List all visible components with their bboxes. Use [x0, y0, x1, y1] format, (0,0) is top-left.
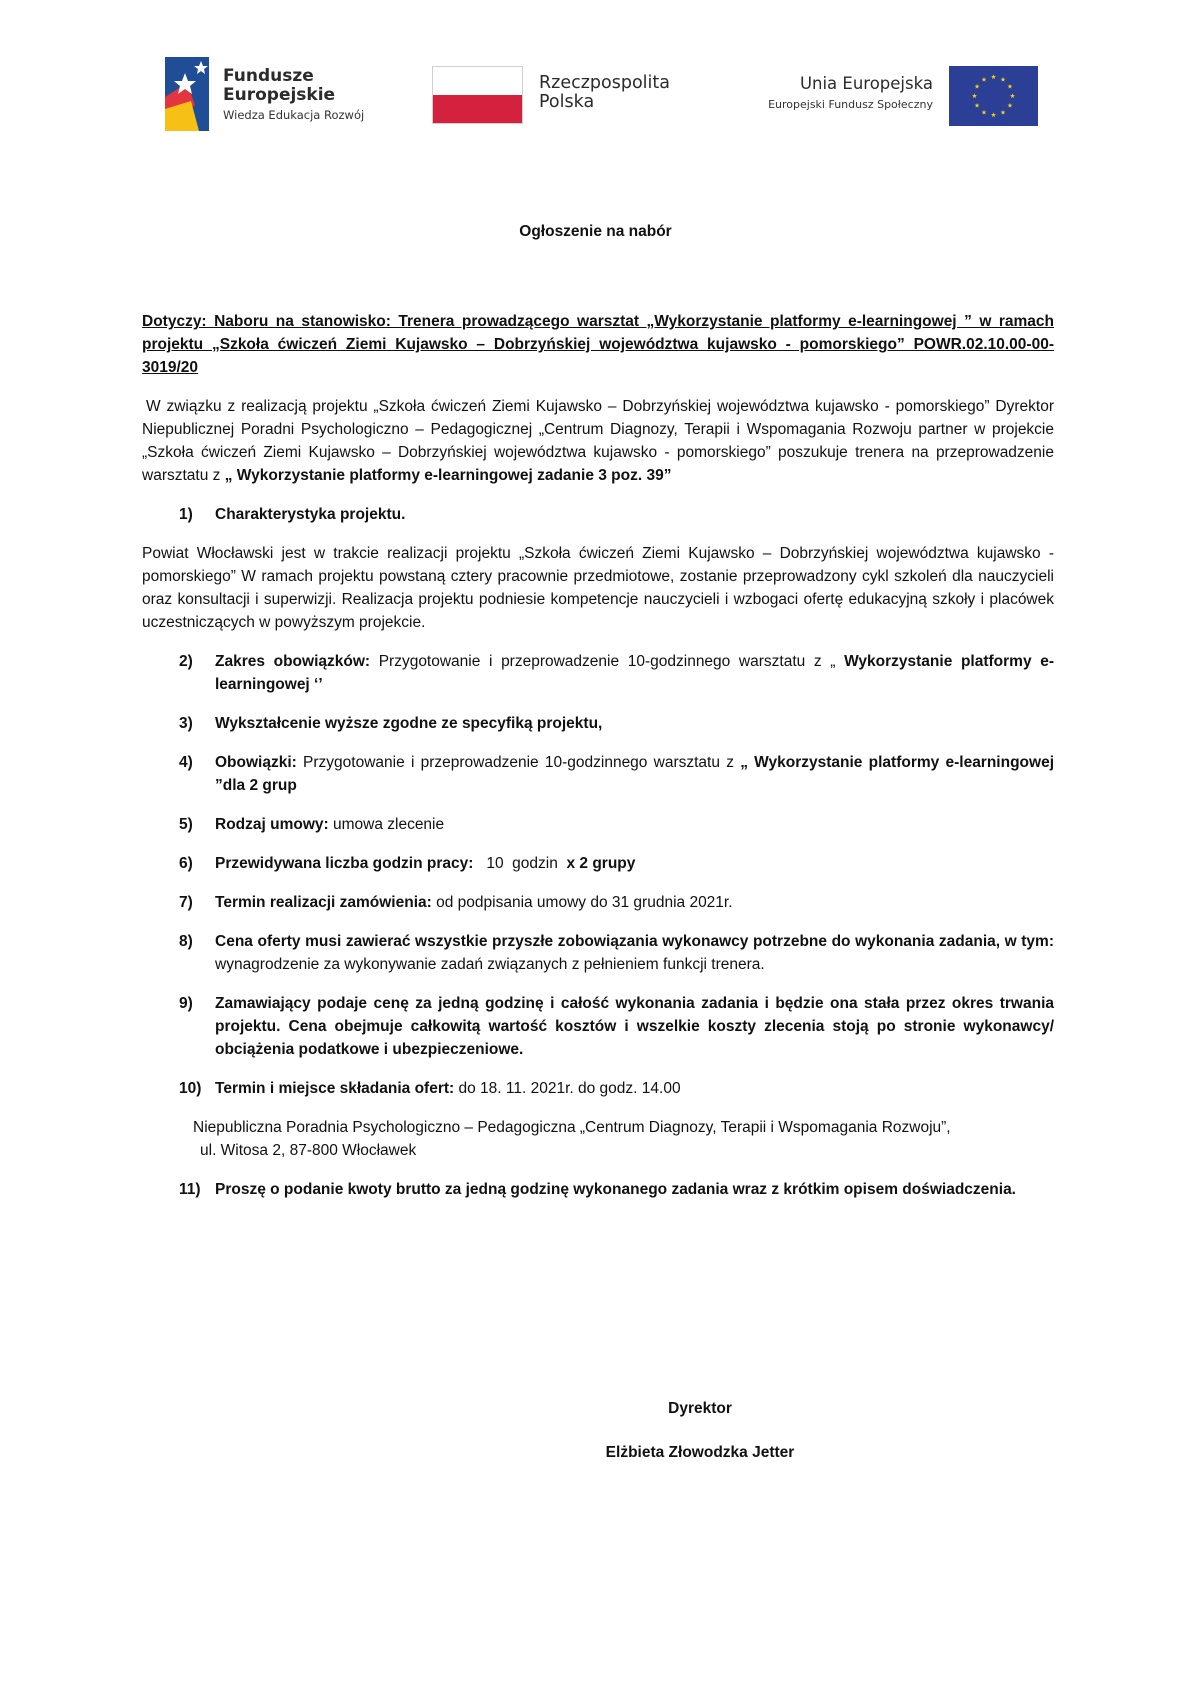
address-line1: Niepubliczna Poradnia Psychologiczno – Pedagogiczna „Centrum Diagnozy, Terapii i Wspomagania Rozwoju”,	[193, 1119, 951, 1136]
signature-role: Dyrektor	[668, 1400, 732, 1417]
signature-name: Elżbieta Złowodzka Jetter	[605, 1444, 795, 1461]
item-bold-text: Wykorzystanie platformy e-learningowej ‘’	[215, 653, 1054, 693]
list-item-11	[142, 1178, 1054, 1201]
item-number: 3)	[179, 715, 193, 732]
item-heading: Przewidywana liczba godzin pracy:	[215, 855, 474, 872]
eu-flag-icon	[949, 66, 1038, 126]
item-number: 6)	[179, 855, 193, 872]
item-text: wynagrodzenie za wykonywanie zadań związanych z pełnieniem funkcji trenera.	[215, 956, 765, 973]
rp-line2: Polska	[539, 92, 595, 112]
item-number: 8)	[179, 933, 193, 950]
rzeczpospolita-polska-logo	[432, 66, 702, 126]
subject-line: Dotyczy: Naboru na stanowisko: Trenera prowadzącego warsztat „Wykorzystanie platformy e-learningowej ” w ramach projektu „Szkoła ćwiczeń Ziemi Kujawsko – Dobrzyńskiej województwa kujawsko - pomorskiego” POWR.02.10.00-00-3019/20	[142, 313, 1054, 376]
ue-line1: Unia Europejska	[799, 74, 933, 93]
item-text: umowa zlecenie	[328, 816, 445, 833]
polish-flag-icon	[432, 66, 523, 124]
intro-paragraph	[142, 395, 1054, 487]
item-heading: Rodzaj umowy:	[215, 816, 329, 833]
document-title: Ogłoszenie na nabór	[519, 223, 672, 240]
fe-line2: Europejskie	[223, 85, 336, 105]
item-bold-text: „ Wykorzystanie platformy e-learningowej ”dla 2 grup	[215, 754, 1055, 794]
fundusze-europejskie-logo	[165, 55, 395, 135]
fe-line3: Wiedza Edukacja Rozwój	[223, 108, 365, 122]
item-heading: Zamawiający podaje cenę za jedną godzinę i całość wykonania zadania i będzie ona stała przez okres trwania projektu. Cena obejmuje całkowitą wartość kosztów i wszelkie koszty zlecenia stoją po stronie wykonawcy/ obciążenia podatkowe i ubezpieczeniowe.	[215, 995, 1054, 1058]
project-description: Powiat Włocławski jest w trakcie realizacji projektu „Szkoła ćwiczeń Ziemi Kujawsko – Dobrzyńskiej województwa kujawsko - pomorskiego” W ramach projektu powstaną cztery pracownie przedmiotowe, zostanie przeprowadzony cykl szkoleń dla nauczycieli oraz konsultacji i superwizji. Realizacja projektu podniesie kompetencje nauczycieli i wzbogaci ofertę edukacyjną szkoły i placówek uczestniczących w powyższym projekcie.	[142, 545, 1054, 631]
list-item-1	[142, 503, 1054, 526]
list-item-6	[142, 852, 1054, 875]
list-item-3	[142, 712, 1054, 735]
item-number: 11)	[179, 1181, 201, 1198]
rp-line1: Rzeczpospolita	[539, 73, 670, 93]
item-heading: Cena oferty musi zawierać wszystkie przyszłe zobowiązania wykonawcy potrzebne do wykonania zadania, w tym:	[215, 933, 1054, 950]
item-number: 7)	[179, 894, 193, 911]
item-text: 10 godzin	[473, 855, 567, 872]
signature-block	[560, 1397, 840, 1464]
unia-europejska-logo	[738, 66, 1038, 126]
item-heading: Proszę o podanie kwoty brutto za jedną godzinę wykonanego zadania wraz z krótkim opisem doświadczenia.	[215, 1181, 1016, 1198]
item-heading: Obowiązki:	[215, 754, 297, 771]
list-item-10	[142, 1077, 1054, 1100]
item-text: Przygotowanie i przeprowadzenie 10-godzinnego warsztatu z „	[370, 653, 836, 670]
list-item-5	[142, 813, 1054, 836]
item-bold-text: x 2 grupy	[566, 855, 636, 872]
list-item-9	[142, 992, 1054, 1061]
address-line2: ul. Witosa 2, 87-800 Włocławek	[200, 1142, 417, 1159]
item-heading: Termin realizacji zamówienia:	[215, 894, 432, 911]
list-item-2	[142, 650, 1054, 696]
fundusze-europejskie-emblem-icon	[165, 57, 209, 131]
item-number: 4)	[179, 754, 193, 771]
item-number: 5)	[179, 816, 193, 833]
intro-text: W związku z realizacją projektu „Szkoła ćwiczeń Ziemi Kujawsko – Dobrzyńskiej województwa kujawsko - pomorskiego” Dyrektor Niepublicznej Poradni Psychologiczno – Pedagogicznej „Centrum Diagnozy, Terapii i Wspomagania Rozwoju partner w projekcie „Szkoła ćwiczeń Ziemi Kujawsko – Dobrzyńskiej województwa kujawsko - pomorskiego” poszukuje trenera na przeprowadzenie warsztatu z	[142, 398, 1054, 484]
item-heading: Termin i miejsce składania ofert:	[215, 1080, 455, 1097]
document-content	[142, 310, 1054, 1201]
item-text: do 18. 11. 2021r. do godz. 14.00	[454, 1080, 681, 1097]
ue-line2: Europejski Fundusz Społeczny	[768, 98, 933, 111]
item-text: Przygotowanie i przeprowadzenie 10-godzinnego warsztatu z	[296, 754, 741, 771]
item-heading: Zakres obowiązków:	[215, 653, 371, 670]
item-text: od podpisania umowy do 31 grudnia 2021r.	[431, 894, 733, 911]
fe-line1: Fundusze	[223, 66, 314, 86]
item-number: 10)	[179, 1080, 202, 1097]
item-number: 2)	[179, 653, 193, 670]
intro-bold: „ Wykorzystanie platformy e-learningowej zadanie 3 poz. 39”	[224, 467, 672, 484]
item-heading: Charakterystyka projektu.	[215, 506, 406, 523]
item-heading: Wykształcenie wyższe zgodne ze specyfiką projektu,	[215, 715, 603, 732]
list-item-4	[142, 751, 1054, 797]
submission-address	[142, 1116, 1054, 1162]
item-number: 1)	[179, 506, 193, 523]
list-item-8	[142, 930, 1054, 976]
item-number: 9)	[179, 995, 193, 1012]
list-item-7	[142, 891, 1054, 914]
